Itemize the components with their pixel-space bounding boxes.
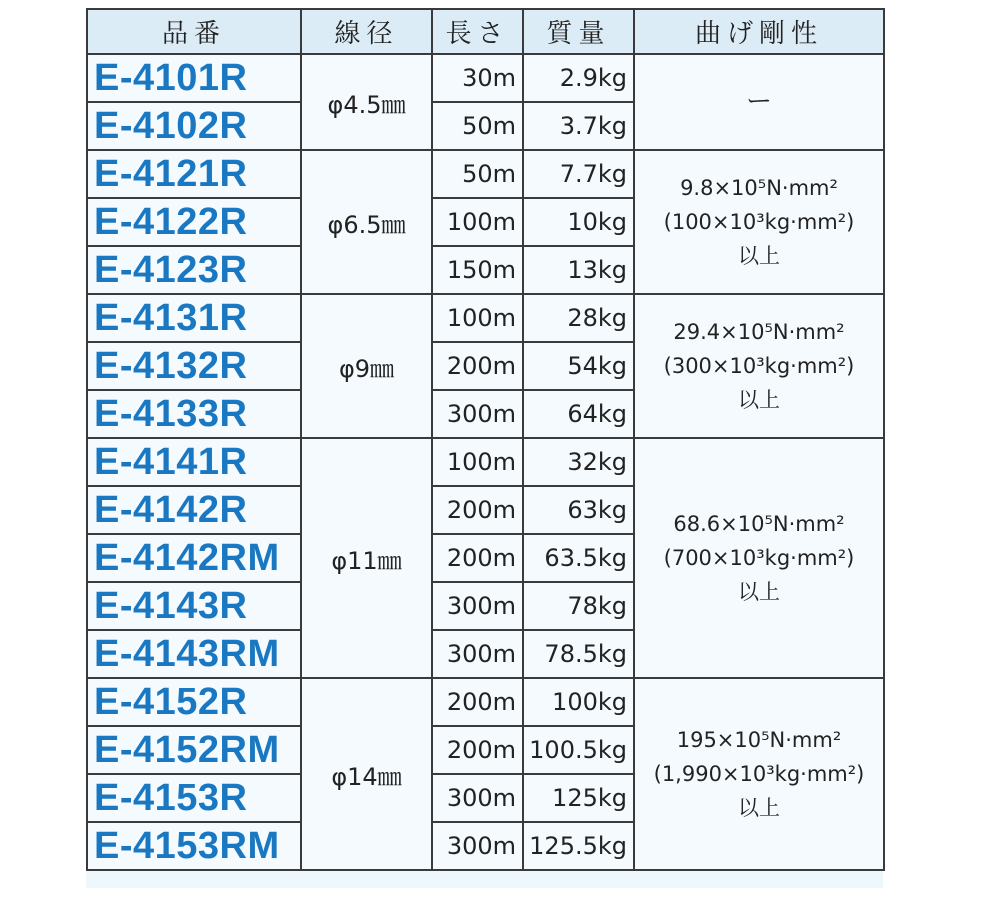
bending-rigidity	[634, 294, 884, 438]
length: 100m	[432, 294, 523, 342]
length: 300m	[432, 582, 523, 630]
rigidity-line-2: (300×10³kg·mm²)	[663, 354, 855, 378]
bending-rigidity	[634, 678, 884, 870]
wire-diameter: φ11㎜	[301, 438, 432, 678]
part-number: E-4123R	[87, 246, 301, 294]
header-length: 長さ	[432, 9, 523, 54]
part-number: E-4101R	[87, 54, 301, 102]
rigidity-line-2: (100×10³kg·mm²)	[663, 210, 855, 234]
wire-diameter: φ9㎜	[301, 294, 432, 438]
mass: 3.7kg	[523, 102, 634, 150]
length: 300m	[432, 390, 523, 438]
rigidity-line-3: 以上	[738, 580, 780, 604]
mass: 13kg	[523, 246, 634, 294]
part-number: E-4141R	[87, 438, 301, 486]
bending-rigidity	[634, 438, 884, 678]
part-number: E-4142R	[87, 486, 301, 534]
table-row	[87, 438, 884, 486]
length: 300m	[432, 822, 523, 870]
spec-table	[86, 8, 885, 871]
part-number: E-4152R	[87, 678, 301, 726]
part-number: E-4153RM	[87, 822, 301, 870]
mass: 100kg	[523, 678, 634, 726]
length: 200m	[432, 678, 523, 726]
mass: 54kg	[523, 342, 634, 390]
part-number: E-4143R	[87, 582, 301, 630]
mass: 32kg	[523, 438, 634, 486]
table-row	[87, 294, 884, 342]
length: 200m	[432, 486, 523, 534]
length: 200m	[432, 342, 523, 390]
mass: 78kg	[523, 582, 634, 630]
mass: 2.9kg	[523, 54, 634, 102]
length: 200m	[432, 726, 523, 774]
part-number: E-4143RM	[87, 630, 301, 678]
length: 150m	[432, 246, 523, 294]
rigidity-line-1: 68.6×10⁵N·mm²	[673, 512, 845, 536]
wire-diameter: φ14㎜	[301, 678, 432, 870]
table-row	[87, 54, 884, 102]
table-row	[87, 678, 884, 726]
bending-rigidity	[634, 150, 884, 294]
length: 30m	[432, 54, 523, 102]
rigidity-line-1: 29.4×10⁵N·mm²	[673, 320, 845, 344]
length: 300m	[432, 630, 523, 678]
rigidity-line-1: 195×10⁵N·mm²	[676, 728, 842, 752]
mass: 125kg	[523, 774, 634, 822]
rigidity-line-3: 以上	[738, 796, 780, 820]
header-row	[87, 9, 884, 54]
spec-table-container	[86, 8, 883, 888]
mass: 28kg	[523, 294, 634, 342]
part-number: E-4102R	[87, 102, 301, 150]
part-number: E-4153R	[87, 774, 301, 822]
mass: 10kg	[523, 198, 634, 246]
mass: 63kg	[523, 486, 634, 534]
rigidity-line-3: 以上	[738, 388, 780, 412]
length: 100m	[432, 438, 523, 486]
length: 300m	[432, 774, 523, 822]
part-number: E-4131R	[87, 294, 301, 342]
wire-diameter: φ6.5㎜	[301, 150, 432, 294]
table-row	[87, 150, 884, 198]
mass: 125.5kg	[523, 822, 634, 870]
wire-diameter: φ4.5㎜	[301, 54, 432, 150]
rigidity-line-3: 以上	[738, 244, 780, 268]
length: 200m	[432, 534, 523, 582]
length: 100m	[432, 198, 523, 246]
part-number: E-4121R	[87, 150, 301, 198]
header-bending-rigidity: 曲げ剛性	[634, 9, 884, 54]
mass: 78.5kg	[523, 630, 634, 678]
mass: 64kg	[523, 390, 634, 438]
length: 50m	[432, 150, 523, 198]
rigidity-line-2: (1,990×10³kg·mm²)	[653, 762, 865, 786]
header-part-no: 品番	[87, 9, 301, 54]
header-mass: 質量	[523, 9, 634, 54]
part-number: E-4142RM	[87, 534, 301, 582]
part-number: E-4133R	[87, 390, 301, 438]
mass: 7.7kg	[523, 150, 634, 198]
part-number: E-4152RM	[87, 726, 301, 774]
part-number: E-4122R	[87, 198, 301, 246]
rigidity-line-2: (700×10³kg·mm²)	[663, 546, 855, 570]
mass: 100.5kg	[523, 726, 634, 774]
rigidity-line-1: 9.8×10⁵N·mm²	[680, 176, 838, 200]
mass: 63.5kg	[523, 534, 634, 582]
rigidity-line-1: ー	[745, 87, 772, 117]
length: 50m	[432, 102, 523, 150]
header-wire-diameter: 線径	[301, 9, 432, 54]
bending-rigidity	[634, 54, 884, 150]
part-number: E-4132R	[87, 342, 301, 390]
